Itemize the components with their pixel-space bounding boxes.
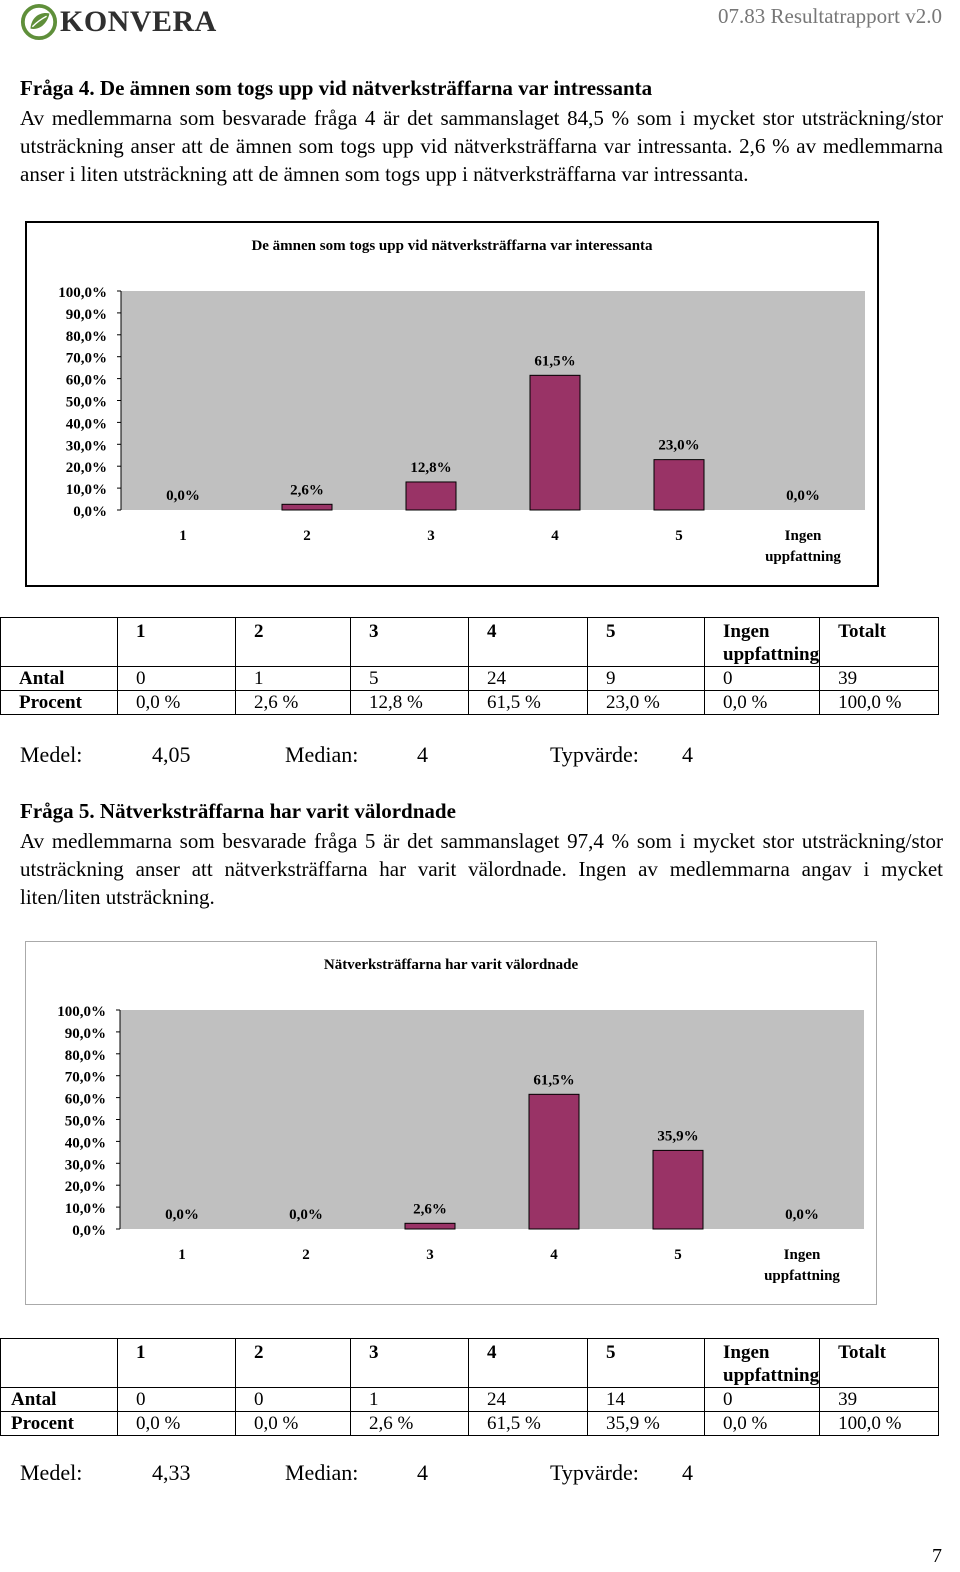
data-label: 0,0% <box>166 488 200 504</box>
medel-value: 4,33 <box>152 1460 191 1485</box>
bar <box>529 1094 579 1229</box>
table-cell: 39 <box>820 667 939 691</box>
y-tick-label: 20,0% <box>65 460 107 477</box>
row-label: Procent <box>1 691 118 715</box>
y-tick-label: 30,0% <box>64 1157 106 1174</box>
table-cell: 1 <box>351 1388 469 1412</box>
data-label: 2,6% <box>413 1201 447 1218</box>
table-header-cell: 4 <box>469 1339 588 1388</box>
y-tick-label: 80,0% <box>64 1047 106 1064</box>
x-tick-label: Ingen uppfattning <box>765 528 841 565</box>
table-cell: 61,5 % <box>469 691 588 715</box>
table-row <box>1 667 939 691</box>
table-header-cell: Totalt <box>820 1339 939 1388</box>
y-tick-label: 30,0% <box>65 438 107 455</box>
y-tick-label: 10,0% <box>65 482 107 499</box>
medel-label: Medel: <box>20 1460 83 1485</box>
table-header-row <box>1 618 939 667</box>
q5-chart <box>25 941 877 1305</box>
x-tick-label: 1 <box>178 1247 186 1263</box>
y-tick-label: 80,0% <box>65 328 107 345</box>
table-cell: 0,0 % <box>236 1412 351 1436</box>
table-header-cell <box>1 618 118 667</box>
medel-value: 4,05 <box>152 742 191 767</box>
table-cell: 9 <box>588 667 705 691</box>
y-tick-label: 90,0% <box>64 1025 106 1042</box>
y-tick-label: 10,0% <box>64 1201 106 1218</box>
table-header-cell: 3 <box>351 1339 469 1388</box>
q4-paragraph: Av medlemmarna som besvarade fråga 4 är det sammanslaget 84,5 % som i mycket stor utsträckning/stor utsträckning anser att de ämnen som togs upp vid nätverksträffarna var intressanta. 2,6 % av medlemmarna anser i liten utsträckning att de ämnen som togs upp i nätverksträffarna var intressanta. <box>20 106 943 186</box>
x-tick-label: 1 <box>179 528 187 544</box>
q4-chart <box>25 221 879 587</box>
table-cell: 0,0 % <box>118 691 236 715</box>
y-tick-label: 90,0% <box>65 306 107 323</box>
y-tick-label: 100,0% <box>58 285 107 301</box>
y-tick-label: 70,0% <box>65 350 107 367</box>
chart-title: De ämnen som togs upp vid nätverksträffarna var interessanta <box>251 238 653 254</box>
data-label: 2,6% <box>290 482 324 499</box>
typvarde-value: 4 <box>682 1460 693 1485</box>
x-tick-label: 2 <box>302 1247 310 1263</box>
table-cell: 24 <box>469 1388 588 1412</box>
typvarde-label: Typvärde: <box>550 742 639 767</box>
table-header-row <box>1 1339 939 1388</box>
table-header-cell: 2 <box>236 1339 351 1388</box>
table-cell: 100,0 % <box>820 1412 939 1436</box>
median-label: Median: <box>285 742 359 767</box>
data-label: 0,0% <box>785 1207 819 1223</box>
median-label: Median: <box>285 1460 359 1485</box>
y-tick-label: 50,0% <box>65 394 107 411</box>
row-label: Procent <box>1 1412 118 1436</box>
plot-area <box>121 291 865 510</box>
q4-results-table <box>0 617 939 715</box>
konvera-leaf-icon <box>20 3 58 41</box>
table-row <box>1 1412 939 1436</box>
table-cell: 23,0 % <box>588 691 705 715</box>
table-header-cell: 2 <box>236 618 351 667</box>
row-label: Antal <box>1 1388 118 1412</box>
y-tick-label: 40,0% <box>64 1135 106 1152</box>
y-tick-label: 100,0% <box>57 1004 106 1020</box>
bar <box>406 482 456 510</box>
table-header-cell: 5 <box>588 618 705 667</box>
table-cell: 14 <box>588 1388 705 1412</box>
row-label: Antal <box>1 667 118 691</box>
y-tick-label: 40,0% <box>65 416 107 433</box>
bar <box>405 1223 455 1229</box>
table-cell: 0,0 % <box>118 1412 236 1436</box>
y-tick-label: 0,0% <box>73 504 107 520</box>
table-header-cell: Totalt <box>820 618 939 667</box>
y-tick-label: 60,0% <box>64 1091 106 1108</box>
bar <box>654 460 704 510</box>
table-cell: 12,8 % <box>351 691 469 715</box>
y-tick-label: 70,0% <box>64 1069 106 1086</box>
data-label: 35,9% <box>657 1128 699 1145</box>
x-tick-label: 5 <box>675 528 683 544</box>
table-cell: 1 <box>236 667 351 691</box>
y-tick-label: 60,0% <box>65 372 107 389</box>
x-tick-label: Ingen uppfattning <box>764 1247 840 1284</box>
typvarde-label: Typvärde: <box>550 1460 639 1485</box>
data-label: 61,5% <box>533 1072 575 1089</box>
data-label: 0,0% <box>786 488 820 504</box>
table-header-cell: 5 <box>588 1339 705 1388</box>
table-cell: 0 <box>705 1388 820 1412</box>
bar <box>653 1150 703 1229</box>
chart-title: Nätverksträffarna har varit välordnade <box>323 957 579 973</box>
table-header-cell: Ingen uppfattning <box>705 1339 820 1388</box>
y-tick-label: 50,0% <box>64 1113 106 1130</box>
table-cell: 0,0 % <box>705 691 820 715</box>
logo-text: KONVERA <box>60 5 217 38</box>
data-label: 61,5% <box>534 353 576 370</box>
table-header-cell: 3 <box>351 618 469 667</box>
x-tick-label: 4 <box>550 1247 558 1263</box>
table-header-cell <box>1 1339 118 1388</box>
y-tick-label: 0,0% <box>72 1223 106 1239</box>
table-cell: 61,5 % <box>469 1412 588 1436</box>
table-cell: 0 <box>118 667 236 691</box>
q5-chart-svg <box>26 942 876 1304</box>
data-label: 0,0% <box>289 1207 323 1223</box>
table-cell: 2,6 % <box>351 1412 469 1436</box>
q5-title: Fråga 5. Nätverksträffarna har varit välordnade <box>20 799 456 823</box>
q5-paragraph: Av medlemmarna som besvarade fråga 5 är det sammanslaget 97,4 % som i mycket stor utsträckning/stor utsträckning anser att nätverksträffarna har varit välordnade. Ingen av medlemmarna angav i mycket liten/liten utsträckning. <box>20 829 943 909</box>
y-tick-label: 20,0% <box>64 1179 106 1196</box>
data-label: 12,8% <box>410 459 452 476</box>
table-header-cell: 1 <box>118 618 236 667</box>
q4-title: Fråga 4. De ämnen som togs upp vid nätverksträffarna var intressanta <box>20 76 653 100</box>
table-cell: 39 <box>820 1388 939 1412</box>
page-number: 7 <box>932 1545 942 1567</box>
konvera-logo <box>20 2 217 42</box>
table-header-cell: 1 <box>118 1339 236 1388</box>
document-reference: 07.83 Resultatrapport v2.0 <box>718 4 942 28</box>
x-tick-label: 3 <box>427 528 435 544</box>
plot-area <box>120 1010 864 1229</box>
median-value: 4 <box>417 742 428 767</box>
x-tick-label: 2 <box>303 528 311 544</box>
q5-results-table <box>0 1338 939 1436</box>
table-header-cell: 4 <box>469 618 588 667</box>
table-cell: 0 <box>118 1388 236 1412</box>
median-value: 4 <box>417 1460 428 1485</box>
table-header-cell: Ingen uppfattning <box>705 618 820 667</box>
table-cell: 24 <box>469 667 588 691</box>
table-row <box>1 691 939 715</box>
data-label: 23,0% <box>658 437 700 454</box>
x-tick-label: 5 <box>674 1247 682 1263</box>
table-cell: 5 <box>351 667 469 691</box>
data-label: 0,0% <box>165 1207 199 1223</box>
table-cell: 35,9 % <box>588 1412 705 1436</box>
table-cell: 0 <box>236 1388 351 1412</box>
bar <box>282 504 332 510</box>
typvarde-value: 4 <box>682 742 693 767</box>
table-cell: 2,6 % <box>236 691 351 715</box>
x-tick-label: 3 <box>426 1247 434 1263</box>
table-cell: 0 <box>705 667 820 691</box>
table-cell: 0,0 % <box>705 1412 820 1436</box>
table-cell: 100,0 % <box>820 691 939 715</box>
q4-chart-svg <box>27 223 877 585</box>
table-row <box>1 1388 939 1412</box>
medel-label: Medel: <box>20 742 83 767</box>
x-tick-label: 4 <box>551 528 559 544</box>
bar <box>530 375 580 510</box>
